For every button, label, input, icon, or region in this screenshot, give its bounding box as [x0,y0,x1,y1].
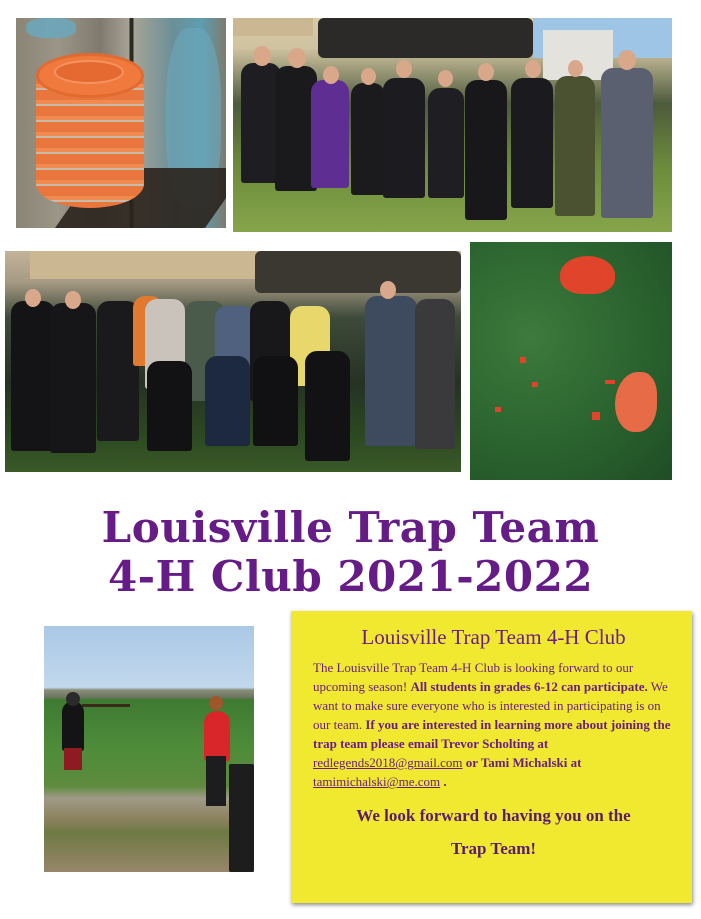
clay-fragment [532,382,538,387]
person [50,303,96,453]
canopy [30,251,265,279]
shooter [62,701,84,751]
person [311,80,349,188]
period: . [440,774,447,789]
person [428,88,464,198]
head [253,46,271,66]
email-link-trevor[interactable]: redlegends2018@gmail.com [313,755,463,770]
head [209,696,223,710]
person [383,78,425,198]
contact-text: If you are interested in learning more about joining the trap team please email Trevor Scholting at [313,717,671,751]
contact-text-2: or Tami Michalski at [462,755,582,770]
eligibility-text: All students in grades 6-12 can participate. [410,679,648,694]
person [415,299,455,449]
head [380,281,396,299]
email-link-tami[interactable]: tamimichalski@me.com [313,774,441,789]
info-box [291,611,692,903]
shooter [204,711,230,761]
person [511,78,553,208]
head [618,50,636,70]
head [396,60,412,78]
person [601,68,653,218]
head [438,70,453,87]
shotgun [82,704,130,707]
clay-fragment [592,412,600,420]
intro-text: The Louisville Trap Team 4-H Club is looking forward to our upcoming season! [313,660,634,694]
person [351,83,385,195]
shooters-photo [44,626,254,872]
person [305,351,350,461]
title-line-2: 4-H Club 2021-2022 [107,552,594,601]
camper [255,251,461,293]
clay-pigeons-photo [16,18,226,228]
wood-paint-patch [26,18,76,38]
person [205,356,250,446]
head [288,48,306,68]
closing-message [313,799,674,865]
person [465,80,507,220]
person [11,301,55,451]
clay-fragment [495,407,501,412]
head [65,291,81,309]
trash-bin [229,764,254,872]
pants [206,756,226,806]
head [568,60,583,77]
clay-fragment [520,357,526,363]
head [323,66,339,84]
closing-line-1: We look forward to having you on the [356,806,631,825]
title-line-1: Louisville Trap Team [101,503,600,552]
page-title [0,503,701,601]
canopy [233,18,313,36]
info-box-body [313,658,674,791]
broken-clay-photo [470,242,672,480]
team-group-photo-2 [5,251,461,472]
shorts [64,748,82,770]
person [365,296,417,446]
camper [318,18,533,58]
closing-line-2: Trap Team! [450,839,537,858]
person [555,76,595,216]
clay-fragment [615,372,657,432]
clay-fragment [605,380,615,384]
head [66,692,80,706]
info-box-heading: Louisville Trap Team 4-H Club [361,625,626,649]
team-group-photo-1 [233,18,672,232]
clay-top-center [54,60,124,84]
head [525,60,541,78]
inclusion-text: We want to make sure everyone who is interested in participating is on our team. [313,679,668,732]
person [253,356,298,446]
head [478,63,494,81]
head [361,68,376,85]
head [25,289,41,307]
clay-fragment [560,256,615,294]
person [147,361,192,451]
